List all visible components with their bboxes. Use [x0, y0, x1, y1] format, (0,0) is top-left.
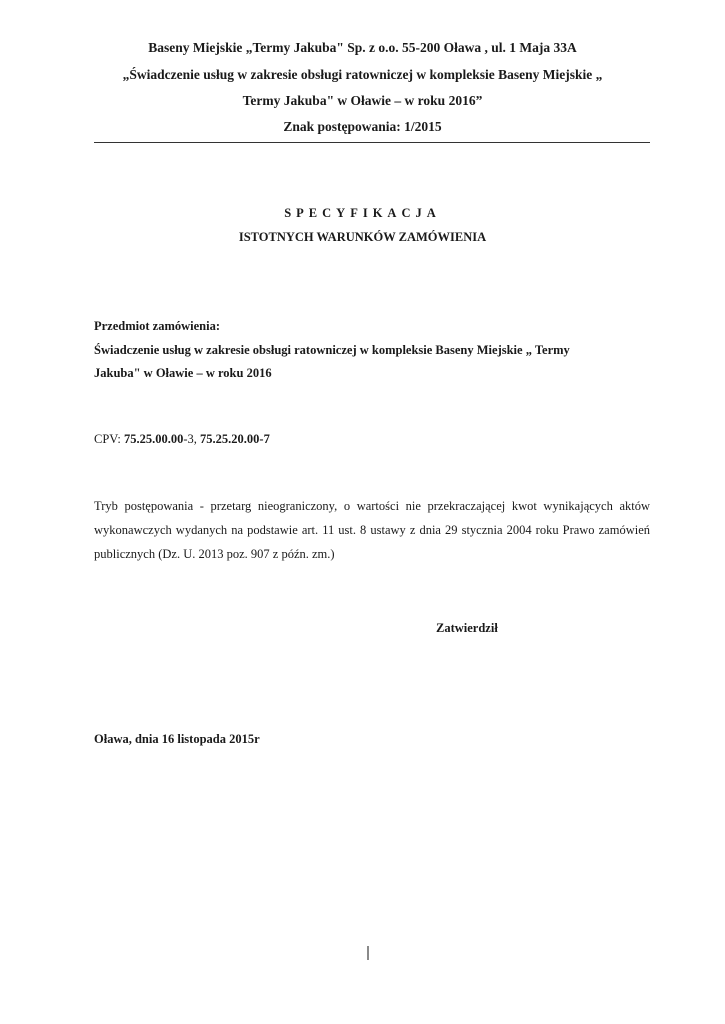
- procedure-paragraph: Tryb postępowania - przetarg nieograniczony, o wartości nie przekraczającej kwot wynikających aktów wykonawczych wydanych na podstawie art. 11 ust. 8 ustawy z dnia 29 stycznia 2004 roku Prawo zamówień publicznych (Dz. U. 2013 poz. 907 z późn. zm.): [94, 499, 650, 561]
- header-divider: [94, 142, 650, 143]
- cpv-code-1-suffix: -3,: [183, 432, 201, 446]
- header-line-2: „Świadczenie usług w zakresie obsługi ratowniczej w kompleksie Baseny Miejskie „: [122, 67, 603, 82]
- page-number-marker: [367, 946, 369, 960]
- cpv-code-2: 75.25.20.00-7: [200, 432, 270, 446]
- subject-line-1: Świadczenie usług w zakresie obsługi ratowniczej w kompleksie Baseny Miejskie „ Termy: [94, 343, 570, 357]
- approval-label: Zatwierdził: [436, 621, 498, 635]
- header-line-1: Baseny Miejskie „Termy Jakuba" Sp. z o.o. 55-200 Oława , ul. 1 Maja 33A: [148, 40, 577, 55]
- document-subtitle: ISTOTNYCH WARUNKÓW ZAMÓWIENIA: [238, 230, 487, 244]
- cpv-codes: [94, 432, 270, 447]
- subject-label: Przedmiot zamówienia:: [94, 319, 221, 333]
- cpv-code-1: 75.25.00.00: [124, 432, 184, 446]
- case-number: Znak postępowania: 1/2015: [283, 119, 442, 134]
- document-title: SPECYFIKACJA: [284, 206, 441, 220]
- header-line-3: Termy Jakuba" w Oławie – w roku 2016”: [242, 93, 483, 108]
- cpv-prefix: CPV:: [94, 432, 124, 446]
- subject-line-2: Jakuba" w Oławie – w roku 2016: [94, 366, 272, 380]
- place-date: Oława, dnia 16 listopada 2015r: [94, 732, 260, 746]
